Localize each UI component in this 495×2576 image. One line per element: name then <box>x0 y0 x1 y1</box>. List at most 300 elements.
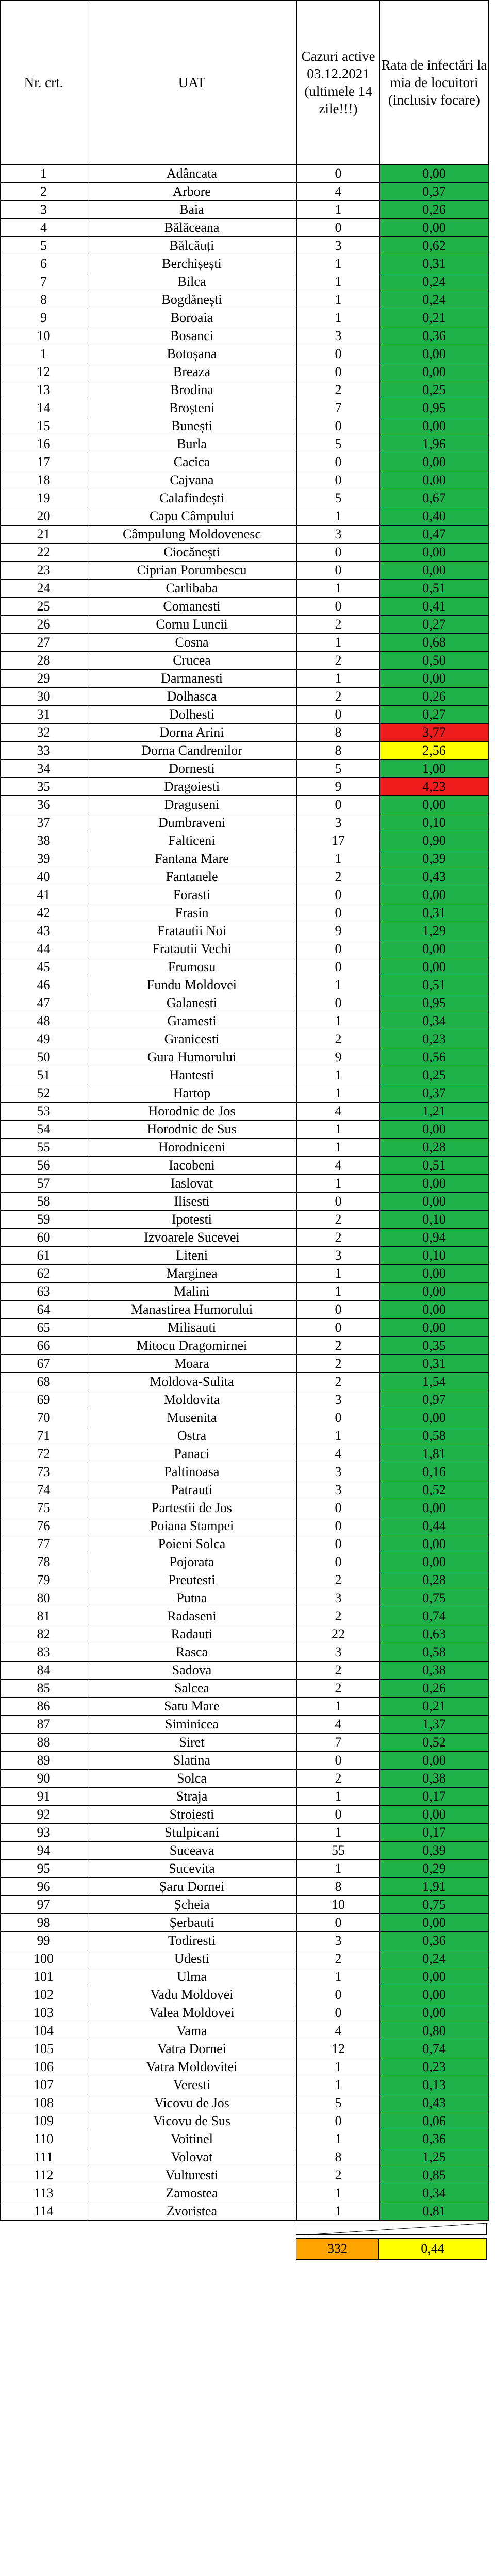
row-rata: 0,34 <box>380 2184 489 2202</box>
row-nr: 78 <box>1 1553 87 1571</box>
table-row <box>1 796 489 814</box>
table-row <box>1 850 489 868</box>
row-rata: 0,34 <box>380 1012 489 1030</box>
row-uat: Forasti <box>87 886 297 904</box>
row-cazuri: 55 <box>297 1842 380 1860</box>
row-nr: 17 <box>1 453 87 471</box>
row-rata: 0,00 <box>380 1535 489 1553</box>
row-rata: 0,44 <box>380 1517 489 1535</box>
row-rata: 0,21 <box>380 1698 489 1716</box>
row-rata: 0,94 <box>380 1229 489 1247</box>
row-uat: Vama <box>87 2022 297 2040</box>
row-rata: 0,39 <box>380 1842 489 1860</box>
row-uat: Fantana Mare <box>87 850 297 868</box>
row-rata: 0,16 <box>380 1463 489 1481</box>
table-row <box>1 237 489 255</box>
table-row <box>1 435 489 453</box>
row-rata: 0,00 <box>380 796 489 814</box>
row-uat: Șaru Dornei <box>87 1878 297 1896</box>
row-nr: 62 <box>1 1265 87 1283</box>
table-row <box>1 2058 489 2076</box>
row-rata: 0,00 <box>380 471 489 489</box>
row-nr: 63 <box>1 1283 87 1301</box>
row-nr: 48 <box>1 1012 87 1030</box>
table-row <box>1 1139 489 1157</box>
row-nr: 52 <box>1 1084 87 1103</box>
row-cazuri: 1 <box>297 976 380 994</box>
row-cazuri: 1 <box>297 1698 380 1716</box>
row-nr: 14 <box>1 399 87 417</box>
row-nr: 25 <box>1 598 87 616</box>
row-cazuri: 2 <box>297 2166 380 2184</box>
row-nr: 5 <box>1 237 87 255</box>
row-rata: 0,00 <box>380 345 489 363</box>
row-cazuri: 3 <box>297 1481 380 1499</box>
table-row <box>1 399 489 417</box>
row-nr: 71 <box>1 1427 87 1445</box>
row-rata: 0,80 <box>380 2022 489 2040</box>
row-rata: 0,00 <box>380 165 489 183</box>
row-rata: 0,43 <box>380 868 489 886</box>
row-uat: Gramesti <box>87 1012 297 1030</box>
table-row <box>1 1607 489 1625</box>
row-nr: 104 <box>1 2022 87 2040</box>
row-cazuri: 2 <box>297 1229 380 1247</box>
row-nr: 46 <box>1 976 87 994</box>
row-cazuri: 1 <box>297 2130 380 2148</box>
table-row <box>1 2166 489 2184</box>
row-nr: 82 <box>1 1625 87 1643</box>
table-row <box>1 1788 489 1806</box>
row-rata: 0,00 <box>380 562 489 580</box>
row-uat: Zvoristea <box>87 2202 297 2221</box>
table-row <box>1 778 489 796</box>
table-row <box>1 1698 489 1716</box>
table-row <box>1 1012 489 1030</box>
row-nr: 32 <box>1 724 87 742</box>
table-row <box>1 1211 489 1229</box>
row-uat: Burla <box>87 435 297 453</box>
row-nr: 107 <box>1 2076 87 2094</box>
table-row <box>1 1932 489 1950</box>
row-cazuri: 2 <box>297 1211 380 1229</box>
row-cazuri: 4 <box>297 183 380 201</box>
row-cazuri: 22 <box>297 1625 380 1643</box>
row-cazuri: 3 <box>297 814 380 832</box>
row-cazuri: 1 <box>297 2202 380 2221</box>
row-cazuri: 1 <box>297 1283 380 1301</box>
row-uat: Ciprian Porumbescu <box>87 562 297 580</box>
row-uat: Stroiesti <box>87 1806 297 1824</box>
row-rata: 0,31 <box>380 1355 489 1373</box>
table-row <box>1 2004 489 2022</box>
header-uat: UAT <box>87 1 297 165</box>
row-cazuri: 2 <box>297 1373 380 1391</box>
row-cazuri: 1 <box>297 2184 380 2202</box>
row-cazuri: 3 <box>297 526 380 544</box>
row-rata: 0,00 <box>380 1175 489 1193</box>
row-cazuri: 0 <box>297 471 380 489</box>
table-row <box>1 417 489 435</box>
row-rata: 0,97 <box>380 1391 489 1409</box>
table-row <box>1 1752 489 1770</box>
table-row <box>1 958 489 976</box>
row-cazuri: 1 <box>297 1265 380 1283</box>
table-row <box>1 1319 489 1337</box>
table-row <box>1 526 489 544</box>
row-uat: Straja <box>87 1788 297 1806</box>
row-cazuri: 0 <box>297 345 380 363</box>
row-rata: 0,25 <box>380 381 489 399</box>
row-cazuri: 1 <box>297 507 380 526</box>
row-rata: 0,90 <box>380 832 489 850</box>
row-nr: 94 <box>1 1842 87 1860</box>
row-cazuri: 4 <box>297 1716 380 1734</box>
row-cazuri: 2 <box>297 1030 380 1048</box>
row-cazuri: 5 <box>297 489 380 507</box>
row-rata: 0,00 <box>380 2004 489 2022</box>
row-rata: 0,85 <box>380 2166 489 2184</box>
row-nr: 47 <box>1 994 87 1012</box>
table-row <box>1 1193 489 1211</box>
table-row <box>1 1175 489 1193</box>
row-nr: 8 <box>1 291 87 309</box>
row-rata: 1,25 <box>380 2148 489 2166</box>
row-cazuri: 0 <box>297 417 380 435</box>
row-nr: 81 <box>1 1607 87 1625</box>
row-cazuri: 1 <box>297 273 380 291</box>
row-rata: 0,58 <box>380 1643 489 1662</box>
table-row <box>1 1680 489 1698</box>
row-nr: 40 <box>1 868 87 886</box>
row-rata: 0,00 <box>380 1806 489 1824</box>
table-row <box>1 742 489 760</box>
row-rata: 1,96 <box>380 435 489 453</box>
row-nr: 96 <box>1 1878 87 1896</box>
row-rata: 0,27 <box>380 706 489 724</box>
table-row <box>1 1806 489 1824</box>
row-cazuri: 0 <box>297 1499 380 1517</box>
row-cazuri: 1 <box>297 1175 380 1193</box>
table-row <box>1 201 489 219</box>
row-nr: 110 <box>1 2130 87 2148</box>
table-row <box>1 1409 489 1427</box>
row-uat: Radaseni <box>87 1607 297 1625</box>
row-rata: 0,95 <box>380 994 489 1012</box>
row-uat: Putna <box>87 1589 297 1607</box>
table-row <box>1 1030 489 1048</box>
table-row <box>1 1734 489 1752</box>
row-rata: 0,17 <box>380 1788 489 1806</box>
row-cazuri: 1 <box>297 1012 380 1030</box>
row-uat: Draguseni <box>87 796 297 814</box>
row-rata: 0,00 <box>380 1121 489 1139</box>
row-uat: Panaci <box>87 1445 297 1463</box>
row-cazuri: 2 <box>297 1950 380 1968</box>
row-rata: 0,00 <box>380 1752 489 1770</box>
row-uat: Dolhasca <box>87 688 297 706</box>
row-rata: 0,00 <box>380 219 489 237</box>
row-nr: 10 <box>1 327 87 345</box>
row-nr: 74 <box>1 1481 87 1499</box>
row-uat: Horodnic de Sus <box>87 1121 297 1139</box>
table-row <box>1 1229 489 1247</box>
row-cazuri: 2 <box>297 868 380 886</box>
row-rata: 1,37 <box>380 1716 489 1734</box>
table-row <box>1 1265 489 1283</box>
row-cazuri: 0 <box>297 453 380 471</box>
row-nr: 38 <box>1 832 87 850</box>
table-row <box>1 580 489 598</box>
table-row <box>1 2202 489 2221</box>
row-rata: 0,43 <box>380 2094 489 2112</box>
table-row <box>1 1391 489 1409</box>
row-uat: Adâncata <box>87 165 297 183</box>
row-rata: 0,29 <box>380 1860 489 1878</box>
row-nr: 16 <box>1 435 87 453</box>
table-row <box>1 868 489 886</box>
row-nr: 2 <box>1 183 87 201</box>
row-cazuri: 2 <box>297 1770 380 1788</box>
row-uat: Baia <box>87 201 297 219</box>
row-uat: Moldova-Sulita <box>87 1373 297 1391</box>
row-nr: 72 <box>1 1445 87 1463</box>
row-uat: Galanesti <box>87 994 297 1012</box>
row-uat: Dorna Arini <box>87 724 297 742</box>
row-nr: 103 <box>1 2004 87 2022</box>
table-row <box>1 904 489 922</box>
row-uat: Vicovu de Sus <box>87 2112 297 2130</box>
table-row <box>1 706 489 724</box>
row-cazuri: 0 <box>297 1301 380 1319</box>
diagonal-divider <box>296 2223 487 2235</box>
row-uat: Sucevita <box>87 1860 297 1878</box>
row-rata: 0,00 <box>380 1553 489 1571</box>
table-row <box>1 1337 489 1355</box>
row-nr: 86 <box>1 1698 87 1716</box>
row-uat: Ciocănești <box>87 544 297 562</box>
table-row <box>1 1481 489 1499</box>
row-cazuri: 0 <box>297 544 380 562</box>
row-rata: 0,00 <box>380 1914 489 1932</box>
row-uat: Izvoarele Sucevei <box>87 1229 297 1247</box>
row-cazuri: 3 <box>297 1391 380 1409</box>
row-uat: Cosna <box>87 634 297 652</box>
table-row <box>1 1914 489 1932</box>
row-uat: Hantesti <box>87 1066 297 1084</box>
row-rata: 2,56 <box>380 742 489 760</box>
table-row <box>1 345 489 363</box>
table-row <box>1 1499 489 1517</box>
table-row <box>1 1157 489 1175</box>
row-uat: Manastirea Humorului <box>87 1301 297 1319</box>
row-cazuri: 0 <box>297 994 380 1012</box>
row-uat: Frasin <box>87 904 297 922</box>
row-nr: 15 <box>1 417 87 435</box>
row-cazuri: 3 <box>297 1932 380 1950</box>
table-row <box>1 255 489 273</box>
row-nr: 101 <box>1 1968 87 1986</box>
row-cazuri: 0 <box>297 2004 380 2022</box>
row-uat: Liteni <box>87 1247 297 1265</box>
table-row <box>1 1824 489 1842</box>
row-cazuri: 0 <box>297 1409 380 1427</box>
row-cazuri: 2 <box>297 1337 380 1355</box>
table-row <box>1 1463 489 1481</box>
row-rata: 4,23 <box>380 778 489 796</box>
row-cazuri: 3 <box>297 237 380 255</box>
row-rata: 0,81 <box>380 2202 489 2221</box>
row-rata: 0,00 <box>380 1499 489 1517</box>
row-uat: Vatra Dornei <box>87 2040 297 2058</box>
row-cazuri: 3 <box>297 1643 380 1662</box>
row-nr: 1 <box>1 345 87 363</box>
row-uat: Marginea <box>87 1265 297 1283</box>
row-cazuri: 3 <box>297 1247 380 1265</box>
table-row <box>1 1553 489 1571</box>
row-rata: 0,50 <box>380 652 489 670</box>
row-uat: Moldovita <box>87 1391 297 1409</box>
row-cazuri: 0 <box>297 706 380 724</box>
row-cazuri: 1 <box>297 291 380 309</box>
row-uat: Broșteni <box>87 399 297 417</box>
row-nr: 55 <box>1 1139 87 1157</box>
header-cazuri: Cazuri active 03.12.2021 (ultimele 14 zile!!!) <box>297 1 380 165</box>
row-cazuri: 0 <box>297 363 380 381</box>
table-row <box>1 327 489 345</box>
row-rata: 0,36 <box>380 327 489 345</box>
row-uat: Vicovu de Jos <box>87 2094 297 2112</box>
row-nr: 84 <box>1 1662 87 1680</box>
table-row <box>1 489 489 507</box>
row-uat: Vatra Moldovitei <box>87 2058 297 2076</box>
row-rata: 0,75 <box>380 1896 489 1914</box>
row-rata: 0,17 <box>380 1824 489 1842</box>
row-uat: Comanesti <box>87 598 297 616</box>
row-cazuri: 1 <box>297 309 380 327</box>
table-row <box>1 886 489 904</box>
table-row <box>1 1950 489 1968</box>
row-nr: 18 <box>1 471 87 489</box>
row-uat: Paltinoasa <box>87 1463 297 1481</box>
row-uat: Siret <box>87 1734 297 1752</box>
row-uat: Mitocu Dragomirnei <box>87 1337 297 1355</box>
row-uat: Hartop <box>87 1084 297 1103</box>
row-nr: 12 <box>1 363 87 381</box>
row-uat: Cacica <box>87 453 297 471</box>
row-cazuri: 1 <box>297 1066 380 1084</box>
row-cazuri: 0 <box>297 1193 380 1211</box>
row-rata: 0,00 <box>380 1301 489 1319</box>
row-uat: Fantanele <box>87 868 297 886</box>
row-cazuri: 1 <box>297 1084 380 1103</box>
row-cazuri: 3 <box>297 1589 380 1607</box>
table-row <box>1 634 489 652</box>
row-nr: 27 <box>1 634 87 652</box>
row-nr: 45 <box>1 958 87 976</box>
row-nr: 36 <box>1 796 87 814</box>
row-uat: Ulma <box>87 1968 297 1986</box>
row-nr: 59 <box>1 1211 87 1229</box>
table-row <box>1 309 489 327</box>
row-nr: 19 <box>1 489 87 507</box>
row-nr: 69 <box>1 1391 87 1409</box>
table-row <box>1 544 489 562</box>
row-nr: 64 <box>1 1301 87 1319</box>
row-rata: 0,26 <box>380 688 489 706</box>
row-uat: Cajvana <box>87 471 297 489</box>
total-cazuri: 332 <box>296 2238 379 2260</box>
row-rata: 1,81 <box>380 1445 489 1463</box>
table-row <box>1 1770 489 1788</box>
row-rata: 0,00 <box>380 1986 489 2004</box>
row-nr: 114 <box>1 2202 87 2221</box>
row-rata: 0,36 <box>380 1932 489 1950</box>
table-row <box>1 1355 489 1373</box>
row-nr: 68 <box>1 1373 87 1391</box>
table-row <box>1 381 489 399</box>
row-uat: Satu Mare <box>87 1698 297 1716</box>
row-uat: Darmanesti <box>87 670 297 688</box>
row-rata: 0,00 <box>380 670 489 688</box>
row-rata: 0,41 <box>380 598 489 616</box>
row-cazuri: 0 <box>297 2112 380 2130</box>
table-row <box>1 2040 489 2058</box>
row-uat: Dumbraveni <box>87 814 297 832</box>
row-rata: 0,58 <box>380 1427 489 1445</box>
table-row <box>1 1535 489 1553</box>
row-uat: Zamostea <box>87 2184 297 2202</box>
row-nr: 34 <box>1 760 87 778</box>
row-nr: 56 <box>1 1157 87 1175</box>
table-row <box>1 760 489 778</box>
row-rata: 0,00 <box>380 1319 489 1337</box>
table-row <box>1 291 489 309</box>
row-rata: 0,10 <box>380 814 489 832</box>
row-cazuri: 2 <box>297 1571 380 1589</box>
table-row <box>1 183 489 201</box>
row-uat: Volovat <box>87 2148 297 2166</box>
row-nr: 98 <box>1 1914 87 1932</box>
row-nr: 58 <box>1 1193 87 1211</box>
table-row <box>1 363 489 381</box>
row-nr: 7 <box>1 273 87 291</box>
total-rata: 0,44 <box>378 2238 487 2260</box>
row-cazuri: 1 <box>297 1860 380 1878</box>
row-nr: 65 <box>1 1319 87 1337</box>
row-uat: Solca <box>87 1770 297 1788</box>
row-uat: Suceava <box>87 1842 297 1860</box>
row-uat: Vulturesti <box>87 2166 297 2184</box>
row-nr: 66 <box>1 1337 87 1355</box>
row-nr: 33 <box>1 742 87 760</box>
row-uat: Fratautii Noi <box>87 922 297 940</box>
row-cazuri: 0 <box>297 940 380 958</box>
table-row <box>1 1084 489 1103</box>
row-uat: Capu Câmpului <box>87 507 297 526</box>
row-rata: 0,26 <box>380 1680 489 1698</box>
row-cazuri: 0 <box>297 1553 380 1571</box>
row-nr: 54 <box>1 1121 87 1139</box>
row-rata: 0,51 <box>380 580 489 598</box>
row-nr: 108 <box>1 2094 87 2112</box>
row-rata: 1,00 <box>380 760 489 778</box>
row-uat: Boroaia <box>87 309 297 327</box>
table-row <box>1 1716 489 1734</box>
row-nr: 99 <box>1 1932 87 1950</box>
table-row <box>1 1373 489 1391</box>
row-cazuri: 8 <box>297 742 380 760</box>
